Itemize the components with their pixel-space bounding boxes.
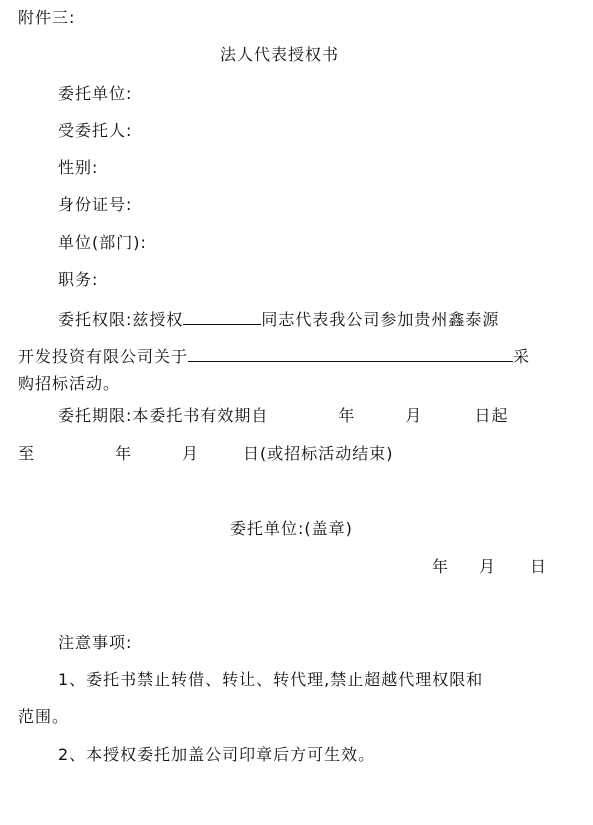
- period-end-month: 月: [182, 444, 200, 463]
- gender-field: 性别:: [58, 158, 99, 177]
- signature-month: 月: [479, 557, 497, 576]
- position-field: 职务:: [58, 270, 99, 289]
- authority-text: 同志代表我公司参加贵州鑫泰源: [261, 310, 500, 329]
- department-field: 单位(部门):: [58, 233, 147, 252]
- attachment-label: 附件三:: [18, 8, 76, 27]
- authority-label: 委托权限:兹授权: [58, 310, 184, 329]
- period-line-2: [18, 443, 394, 465]
- seal-label: 委托单位:(盖章): [230, 519, 353, 538]
- authority-line-3: 购招标活动。: [18, 374, 121, 393]
- authority-line2-suffix: 采: [513, 347, 531, 366]
- agent-name-blank[interactable]: [183, 307, 261, 325]
- period-start-month: 月: [405, 406, 423, 425]
- authority-line-1: [58, 307, 499, 331]
- authority-line-2: [18, 344, 530, 368]
- note-item-2: 2、本授权委托加盖公司印章后方可生效。: [58, 745, 376, 764]
- period-end-year: 年: [115, 444, 133, 463]
- principal-unit-field: 委托单位:: [58, 84, 133, 103]
- project-name-blank[interactable]: [188, 344, 513, 362]
- agent-field: 受委托人:: [58, 121, 133, 140]
- notes-heading: 注意事项:: [58, 633, 133, 652]
- signature-date: [432, 556, 547, 578]
- note-item-1-line-2: 范围。: [18, 707, 70, 726]
- period-start-day: 日起: [474, 406, 509, 425]
- period-label: 委托期限:本委托书有效期自: [58, 406, 269, 425]
- period-line-1: [58, 405, 508, 427]
- signature-day: 日: [530, 557, 548, 576]
- signature-year: 年: [432, 557, 450, 576]
- id-number-field: 身份证号:: [58, 195, 133, 214]
- page-title: 法人代表授权书: [220, 45, 340, 64]
- period-start-year: 年: [338, 406, 356, 425]
- authority-line2-prefix: 开发投资有限公司关于: [18, 347, 189, 366]
- note-item-1-line-1: 1、委托书禁止转借、转让、转代理,禁止超越代理权限和: [58, 670, 484, 689]
- period-end-day: 日(或招标活动结束): [243, 444, 394, 463]
- period-to: 至: [18, 444, 36, 463]
